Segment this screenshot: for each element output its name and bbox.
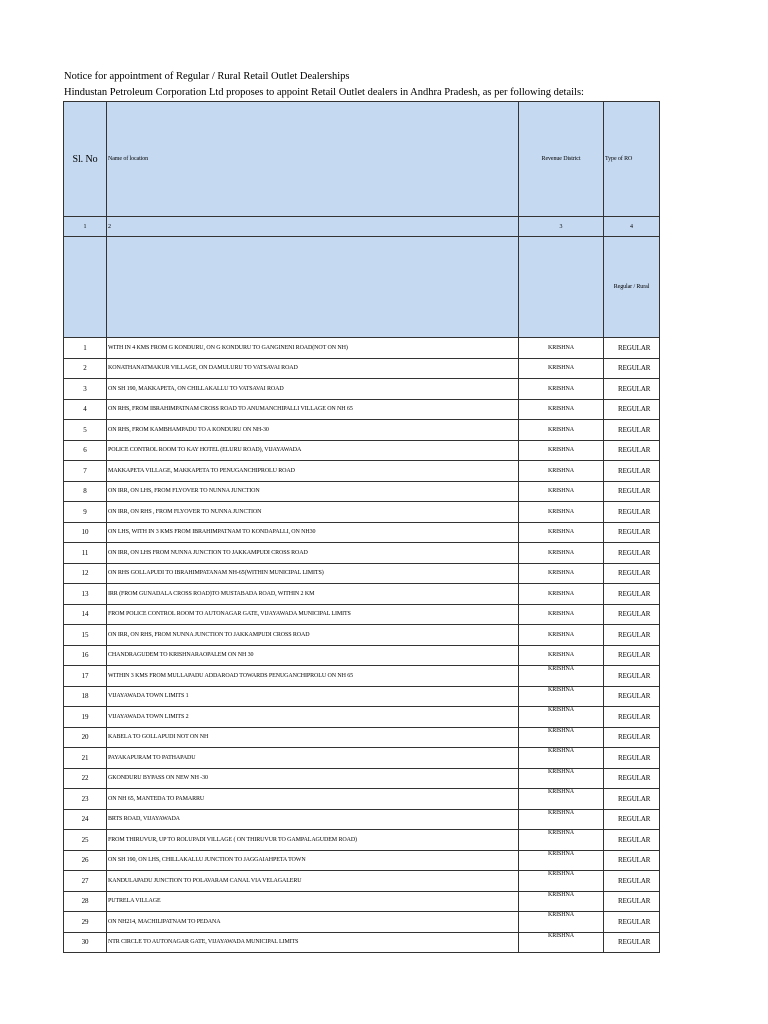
row-type: REGULAR <box>604 338 660 359</box>
row-sl-no: 15 <box>64 625 107 646</box>
row-sl-no: 3 <box>64 379 107 400</box>
row-type: REGULAR <box>604 440 660 461</box>
column-number: 3 <box>519 217 604 237</box>
table-row <box>64 891 660 912</box>
row-district: KRISHNA <box>519 522 604 543</box>
row-sl-no: 10 <box>64 522 107 543</box>
table-row <box>64 584 660 605</box>
header-sl-no: Sl. No <box>64 102 107 217</box>
row-type: REGULAR <box>604 502 660 523</box>
row-location: WITHIN 3 KMS FROM MULLAPADU ADDAROAD TOWARDS PENUGANCHIPROLU ON NH 65 <box>107 666 519 687</box>
table-row <box>64 727 660 748</box>
row-type: REGULAR <box>604 563 660 584</box>
row-district: KRISHNA <box>519 727 604 748</box>
row-location: ON IRR, ON LHS FROM NUNNA JUNCTION TO JAKKAMPUDI CROSS ROAD <box>107 543 519 564</box>
row-location: IRR (FROM GUNADALA CROSS ROAD)TO MUSTABADA ROAD, WITHIN 2 KM <box>107 584 519 605</box>
column-number: 4 <box>604 217 660 237</box>
table-row <box>64 830 660 851</box>
row-district: KRISHNA <box>519 809 604 830</box>
table-row <box>64 563 660 584</box>
row-location: FROM THIRUVUR, UP TO ROLUPADI VILLAGE ( ON THIRUVUR TO GAMPALAGUDEM ROAD) <box>107 830 519 851</box>
table-row <box>64 850 660 871</box>
row-type: REGULAR <box>604 584 660 605</box>
dealership-table <box>63 101 660 953</box>
row-district: KRISHNA <box>519 399 604 420</box>
row-type: REGULAR <box>604 891 660 912</box>
row-type: REGULAR <box>604 666 660 687</box>
table-row <box>64 481 660 502</box>
row-location: KABELA TO GOLLAPUDI NOT ON NH <box>107 727 519 748</box>
table-row <box>64 912 660 933</box>
row-sl-no: 8 <box>64 481 107 502</box>
row-location: BRTS ROAD, VIJAYAWADA <box>107 809 519 830</box>
row-sl-no: 7 <box>64 461 107 482</box>
table-row <box>64 871 660 892</box>
row-district: KRISHNA <box>519 871 604 892</box>
row-district: KRISHNA <box>519 543 604 564</box>
row-location: KONATHANATMAKUR VILLAGE, ON DAMULURU TO VATSAVAI ROAD <box>107 358 519 379</box>
row-district: KRISHNA <box>519 604 604 625</box>
header-district: Revenue District <box>519 102 604 217</box>
row-type: REGULAR <box>604 481 660 502</box>
row-sl-no: 2 <box>64 358 107 379</box>
table-row <box>64 666 660 687</box>
row-sl-no: 16 <box>64 645 107 666</box>
row-sl-no: 25 <box>64 830 107 851</box>
row-district: KRISHNA <box>519 768 604 789</box>
row-sl-no: 5 <box>64 420 107 441</box>
row-sl-no: 18 <box>64 686 107 707</box>
row-district: KRISHNA <box>519 440 604 461</box>
table-row <box>64 707 660 728</box>
row-district: KRISHNA <box>519 420 604 441</box>
row-district: KRISHNA <box>519 338 604 359</box>
table-row <box>64 748 660 769</box>
row-district: KRISHNA <box>519 912 604 933</box>
row-type: REGULAR <box>604 789 660 810</box>
table-row <box>64 686 660 707</box>
row-type: REGULAR <box>604 543 660 564</box>
row-type: REGULAR <box>604 912 660 933</box>
row-location: VIJAYAWADA TOWN LIMITS 1 <box>107 686 519 707</box>
table-row <box>64 932 660 953</box>
row-district: KRISHNA <box>519 563 604 584</box>
row-sl-no: 11 <box>64 543 107 564</box>
table-row <box>64 768 660 789</box>
table-row <box>64 440 660 461</box>
row-location: FROM POLICE CONTROL ROOM TO AUTONAGAR GATE, VIJAYAWADA MUNICIPAL LIMITS <box>107 604 519 625</box>
row-location: ON SH 190, ON LHS, CHILLAKALLU JUNCTION TO JAGGAIAHPETA TOWN <box>107 850 519 871</box>
row-sl-no: 23 <box>64 789 107 810</box>
row-sl-no: 1 <box>64 338 107 359</box>
row-district: KRISHNA <box>519 707 604 728</box>
row-district: KRISHNA <box>519 850 604 871</box>
row-district: KRISHNA <box>519 789 604 810</box>
row-type: REGULAR <box>604 850 660 871</box>
row-type: REGULAR <box>604 461 660 482</box>
row-sl-no: 24 <box>64 809 107 830</box>
row-type: REGULAR <box>604 809 660 830</box>
row-type: REGULAR <box>604 830 660 851</box>
row-district: KRISHNA <box>519 891 604 912</box>
table-row <box>64 809 660 830</box>
row-type: REGULAR <box>604 748 660 769</box>
row-location: ON RHS GOLLAPUDI TO IBRAHIMPATANAM NH-65(WITHIN MUNICIPAL LIMITS) <box>107 563 519 584</box>
sub-header-empty <box>107 237 519 338</box>
row-location: ON IRR, ON RHS , FROM FLYOVER TO NUNNA JUNCTION <box>107 502 519 523</box>
row-sl-no: 20 <box>64 727 107 748</box>
table-row <box>64 604 660 625</box>
row-type: REGULAR <box>604 707 660 728</box>
table-row <box>64 461 660 482</box>
row-location: MAKKAPETA VILLAGE, MAKKAPETA TO PENUGANCHIPROLU ROAD <box>107 461 519 482</box>
row-district: KRISHNA <box>519 358 604 379</box>
row-location: WITH IN 4 KMS FROM G KONDURU, ON G KONDURU TO GANGINENI ROAD(NOT ON NH) <box>107 338 519 359</box>
table-row <box>64 543 660 564</box>
row-district: KRISHNA <box>519 932 604 953</box>
row-district: KRISHNA <box>519 666 604 687</box>
row-type: REGULAR <box>604 932 660 953</box>
row-sl-no: 26 <box>64 850 107 871</box>
row-location: POLICE CONTROL ROOM TO KAY HOTEL (ELURU ROAD), VIJAYAWADA <box>107 440 519 461</box>
row-location: ON SH 190, MAKKAPETA, ON CHILLAKALLU TO VATSAVAI ROAD <box>107 379 519 400</box>
row-type: REGULAR <box>604 727 660 748</box>
row-location: GKONDURU BYPASS ON NEW NH -30 <box>107 768 519 789</box>
row-type: REGULAR <box>604 420 660 441</box>
row-type: REGULAR <box>604 625 660 646</box>
row-sl-no: 27 <box>64 871 107 892</box>
row-district: KRISHNA <box>519 748 604 769</box>
row-type: REGULAR <box>604 358 660 379</box>
row-district: KRISHNA <box>519 481 604 502</box>
row-type: REGULAR <box>604 399 660 420</box>
row-district: KRISHNA <box>519 645 604 666</box>
row-location: KANDULAPADU JUNCTION TO POLAVARAM CANAL VIA VELAGALERU <box>107 871 519 892</box>
row-district: KRISHNA <box>519 379 604 400</box>
row-location: ON RHS, FROM IBRAHIMPATNAM CROSS ROAD TO ANUMANCHIPALLI VILLAGE ON NH 65 <box>107 399 519 420</box>
sub-header-empty <box>519 237 604 338</box>
row-sl-no: 4 <box>64 399 107 420</box>
sub-header-row <box>64 237 660 338</box>
row-sl-no: 17 <box>64 666 107 687</box>
column-number: 2 <box>107 217 519 237</box>
row-sl-no: 28 <box>64 891 107 912</box>
row-location: ON NH 65, MANTEDA TO PAMARRU <box>107 789 519 810</box>
row-district: KRISHNA <box>519 584 604 605</box>
row-type: REGULAR <box>604 522 660 543</box>
table-row <box>64 379 660 400</box>
row-sl-no: 19 <box>64 707 107 728</box>
header-location: Name of location <box>107 102 519 217</box>
row-district: KRISHNA <box>519 625 604 646</box>
row-location: ON RHS, FROM KAMBHAMPADU TO A KONDURU ON NH-30 <box>107 420 519 441</box>
row-location: NTR CIRCLE TO AUTONAGAR GATE, VIJAYAWADA MUNICIPAL LIMITS <box>107 932 519 953</box>
row-location: CHANDRAGUDEM TO KRISHNARAOPALEM ON NH 30 <box>107 645 519 666</box>
row-location: ON NH214, MACHILIPATNAM TO PEDANA <box>107 912 519 933</box>
row-type: REGULAR <box>604 645 660 666</box>
table-row <box>64 625 660 646</box>
row-type: REGULAR <box>604 768 660 789</box>
row-sl-no: 12 <box>64 563 107 584</box>
row-district: KRISHNA <box>519 502 604 523</box>
row-type: REGULAR <box>604 379 660 400</box>
row-sl-no: 29 <box>64 912 107 933</box>
table-row <box>64 399 660 420</box>
notice-description: Hindustan Petroleum Corporation Ltd proposes to appoint Retail Outlet dealers in Andhra Pradesh, as per following details: <box>64 87 584 98</box>
header-row <box>64 102 660 217</box>
row-location: VIJAYAWADA TOWN LIMITS 2 <box>107 707 519 728</box>
column-number-row <box>64 217 660 237</box>
notice-title: Notice for appointment of Regular / Rural Retail Outlet Dealerships <box>64 71 350 82</box>
row-sl-no: 9 <box>64 502 107 523</box>
row-type: REGULAR <box>604 686 660 707</box>
row-district: KRISHNA <box>519 686 604 707</box>
row-sl-no: 6 <box>64 440 107 461</box>
column-number: 1 <box>64 217 107 237</box>
row-location: PUTRELA VILLAGE <box>107 891 519 912</box>
header-type: Type of RO <box>604 102 660 217</box>
row-district: KRISHNA <box>519 830 604 851</box>
row-sl-no: 22 <box>64 768 107 789</box>
table-row <box>64 420 660 441</box>
row-sl-no: 30 <box>64 932 107 953</box>
row-location: ON IRR, ON RHS, FROM NUNNA JUNCTION TO JAKKAMPUDI CROSS ROAD <box>107 625 519 646</box>
table-row <box>64 522 660 543</box>
table-row <box>64 789 660 810</box>
table-row <box>64 338 660 359</box>
row-district: KRISHNA <box>519 461 604 482</box>
sub-header-empty <box>64 237 107 338</box>
row-type: REGULAR <box>604 604 660 625</box>
table-row <box>64 502 660 523</box>
table-row <box>64 358 660 379</box>
row-sl-no: 13 <box>64 584 107 605</box>
sub-header-type: Regular / Rural <box>604 237 660 338</box>
row-sl-no: 21 <box>64 748 107 769</box>
row-location: ON IRR, ON LHS, FROM FLYOVER TO NUNNA JUNCTION <box>107 481 519 502</box>
table-row <box>64 645 660 666</box>
row-sl-no: 14 <box>64 604 107 625</box>
row-type: REGULAR <box>604 871 660 892</box>
row-location: ON LHS, WITH IN 3 KMS FROM IBRAHIMPATNAM TO KONDAPALLI, ON NH30 <box>107 522 519 543</box>
row-location: PAYAKAPURAM TO PATHAPADU <box>107 748 519 769</box>
